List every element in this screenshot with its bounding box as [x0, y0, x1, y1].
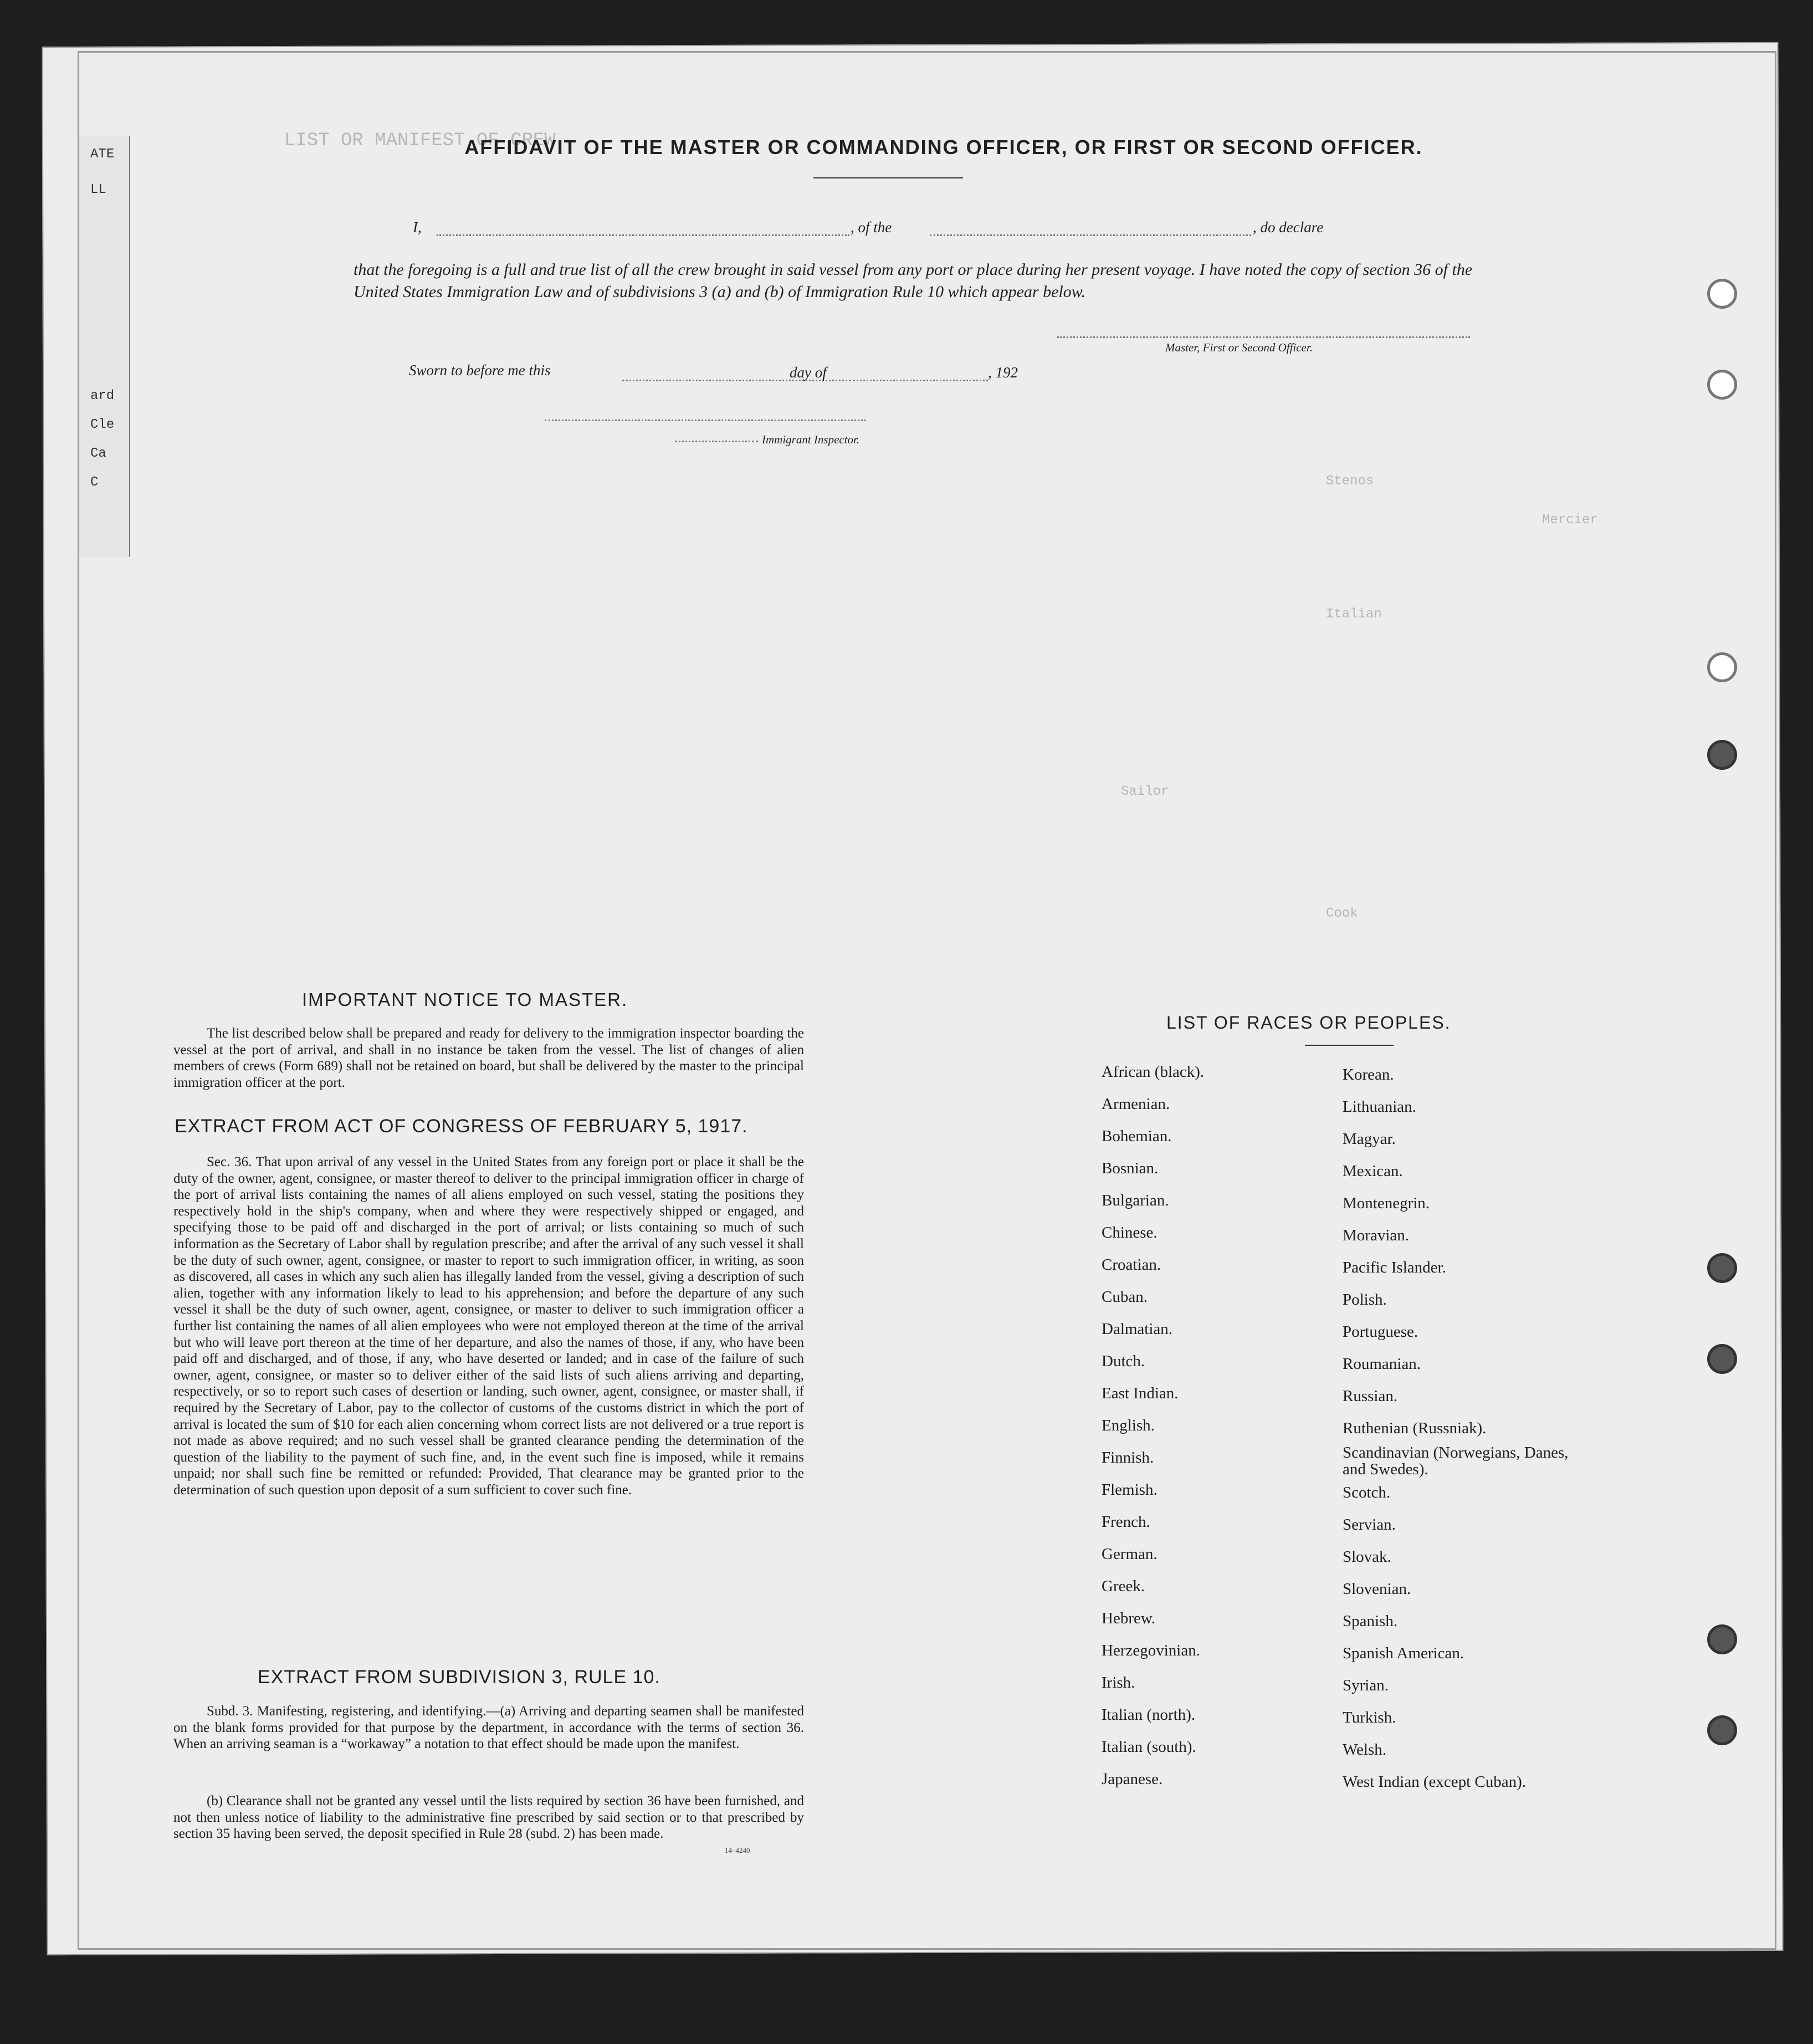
race-item: Servian.: [1343, 1516, 1396, 1534]
race-item: Greek.: [1102, 1577, 1145, 1595]
race-item: Montenegrin.: [1343, 1194, 1430, 1212]
binder-hole: [1707, 1624, 1737, 1654]
bleed-through-text: LIST OR MANIFEST OF CREW: [284, 130, 556, 151]
race-item: Dutch.: [1102, 1352, 1145, 1370]
race-item: Herzegovinian.: [1102, 1642, 1200, 1659]
races-list-right: [1343, 1059, 1575, 1798]
race-item: Armenian.: [1102, 1095, 1170, 1113]
races-list-left: [1102, 1056, 1204, 1795]
race-item: Cuban.: [1102, 1288, 1148, 1306]
race-item: French.: [1102, 1513, 1150, 1531]
race-item: Slovenian.: [1343, 1580, 1411, 1598]
race-item: Ruthenian (Russniak).: [1343, 1419, 1487, 1437]
vessel-blank: [930, 234, 1251, 236]
race-item: Bosnian.: [1102, 1159, 1159, 1177]
race-item: Japanese.: [1102, 1770, 1163, 1788]
race-item: East Indian.: [1102, 1384, 1179, 1402]
race-item: Spanish.: [1343, 1612, 1398, 1630]
binder-hole: [1707, 1715, 1737, 1745]
race-item: Irish.: [1102, 1674, 1135, 1692]
document-page: [78, 51, 1776, 1950]
rule-text-b: (b) Clearance shall not be granted any vessel until the lists required by section 36 have been furnished, and not then unless notice of liability to the administrative fine prescribed by said section or to that prescribed by section 35 having been served, the deposit specified in Rule 28 (subd. 2) has been made.: [173, 1793, 804, 1842]
race-item: Scandinavian (Norwegians, Danes, and Swedes).: [1343, 1444, 1569, 1478]
race-item: Portuguese.: [1343, 1323, 1418, 1341]
binder-hole: [1707, 370, 1737, 400]
binder-hole: [1707, 740, 1737, 770]
strip-text: C: [90, 475, 99, 490]
sworn-label: Sworn to before me this: [409, 362, 551, 379]
race-item: Bulgarian.: [1102, 1192, 1169, 1209]
races-heading: LIST OF RACES OR PEOPLES.: [1166, 1013, 1451, 1033]
race-item: Flemish.: [1102, 1481, 1158, 1499]
strip-text: LL: [90, 182, 106, 197]
inspector-leader-dots: [675, 441, 758, 442]
race-item: Finnish.: [1102, 1449, 1154, 1466]
bleed-through-text: Stenos: [1326, 474, 1374, 489]
race-item: Slovak.: [1343, 1548, 1391, 1566]
affidavit-declaration: that the foregoing is a full and true list of all the crew brought in said vessel from any port or place during her present voyage. I have noted the copy of section 36 of the United States Immigration Law and of subdivisions 3 (a) and (b) of Immigration Rule 10 which appear below.: [354, 260, 1473, 301]
month-blank: [849, 380, 988, 381]
binder-hole: [1707, 279, 1737, 309]
rule-text-a: Subd. 3. Manifesting, registering, and identifying.—(a) Arriving and departing seamen shall be manifested on the blank forms provided for that purpose by the department, in accordance with the terms of section 36. When an arriving seaman is a “workaway” a notation to that effect should be made upon the manifest.: [173, 1704, 804, 1752]
race-item: Lithuanian.: [1343, 1098, 1416, 1116]
races-underline: [1305, 1045, 1394, 1046]
race-item: African (black).: [1102, 1063, 1205, 1081]
inspector-signature-line: [545, 420, 866, 421]
left-edge-strip: [79, 136, 130, 557]
act-heading: EXTRACT FROM ACT OF CONGRESS OF FEBRUARY 5, 1917.: [175, 1116, 748, 1137]
strip-text: ATE: [90, 147, 115, 162]
form-code: 14–4240: [725, 1846, 750, 1854]
race-item: English.: [1102, 1417, 1155, 1434]
binder-hole: [1707, 1344, 1737, 1374]
race-item: Welsh.: [1343, 1741, 1387, 1759]
affidavit-declare-label: , do declare: [1253, 219, 1324, 236]
race-item: Italian (north).: [1102, 1706, 1196, 1724]
race-item: Pacific Islander.: [1343, 1259, 1446, 1276]
affidavit-of-the-label: , of the: [851, 219, 892, 236]
race-item: Dalmatian.: [1102, 1320, 1173, 1338]
race-item: Mexican.: [1343, 1162, 1403, 1180]
race-item: Russian.: [1343, 1387, 1398, 1405]
day-of-label: day of: [790, 364, 827, 381]
inspector-label: Immigrant Inspector.: [762, 433, 860, 446]
race-item: Polish.: [1343, 1291, 1387, 1309]
bleed-through-text: Sailor: [1121, 784, 1169, 799]
notice-heading: IMPORTANT NOTICE TO MASTER.: [302, 989, 628, 1010]
race-item: Moravian.: [1343, 1227, 1409, 1244]
strip-text: ard: [90, 389, 115, 403]
rule-heading: EXTRACT FROM SUBDIVISION 3, RULE 10.: [258, 1667, 660, 1688]
race-item: Magyar.: [1343, 1130, 1396, 1148]
bleed-through-text: Cook: [1326, 906, 1358, 921]
race-item: Korean.: [1343, 1066, 1394, 1084]
notice-text: The list described below shall be prepared and ready for delivery to the immigration inspector boarding the vessel at the port of arrival, and shall in no instance be taken from the vessel. The list of changes of alien members of crews (Form 689) shall not be retained on board, but shall be delivered by the master to the principal immigration officer at the port.: [173, 1026, 804, 1090]
race-item: Spanish American.: [1343, 1644, 1464, 1662]
race-item: Turkish.: [1343, 1709, 1396, 1726]
race-item: Scotch.: [1343, 1484, 1391, 1501]
master-signature-label: Master, First or Second Officer.: [1165, 341, 1313, 354]
bleed-through-text: Italian: [1326, 607, 1382, 622]
binder-hole: [1707, 1253, 1737, 1283]
race-item: Chinese.: [1102, 1224, 1158, 1241]
year-label: , 192: [988, 364, 1018, 381]
binder-hole: [1707, 652, 1737, 682]
strip-text: Ca: [90, 446, 106, 461]
title-underline: [813, 177, 963, 178]
master-signature-line: [1057, 336, 1470, 338]
affidavit-title: AFFIDAVIT OF THE MASTER OR COMMANDING OFFICER, OR FIRST OR SECOND OFFICER.: [464, 136, 1423, 159]
race-item: Croatian.: [1102, 1256, 1161, 1274]
affidavit-i-label: I,: [413, 219, 422, 236]
strip-text: Cle: [90, 417, 115, 432]
race-item: Hebrew.: [1102, 1609, 1156, 1627]
bleed-through-text: Mercier: [1542, 513, 1598, 528]
race-item: Syrian.: [1343, 1677, 1389, 1694]
race-item: Bohemian.: [1102, 1127, 1172, 1145]
name-blank: [437, 234, 849, 236]
race-item: German.: [1102, 1545, 1158, 1563]
race-item: Roumanian.: [1343, 1355, 1421, 1373]
race-item: Italian (south).: [1102, 1738, 1196, 1756]
act-text: Sec. 36. That upon arrival of any vessel in the United States from any foreign port or place it shall be the duty of the owner, agent, consignee, or master thereof to deliver to the principal immigration officer in charge of the port of arrival lists containing the names of all aliens employed on such vessel, stating the positions they respectively hold in the ship's company, when and where they were respectively shipped or engaged, and specifying those to be paid off and discharged in the port of arrival; or lists containing so much of such information as the Secretary of Labor shall by regulation prescribe; and after the arrival of any such vessel it shall be the duty of such owner, agent, consignee, or master to report to such immigration officer, in writing, as soon as discovered, all cases in which any such alien has illegally landed from the vessel, giving a description of such alien, together with any information likely to lead to his apprehension; and before the departure of any such vessel it shall be the duty of such owner, agent, consignee, or master to deliver to such immigration officer a further list containing the names of all alien employees who were not employed thereon at the time of the arrival but who will leave port thereon at the time of her departure, and also the names of those, if any, who have been paid off and discharged, and of those, if any, who have deserted or landed; and in case of the failure of such owner, agent, consignee, or master so to deliver either of the said lists of such aliens arriving and departing, respectively, or so to report such cases of desertion or landing, such owner, agent, consignee, or master shall, if required by the Secretary of Labor, pay to the collector of customs of the customs district in which the port of arrival is located the sum of $10 for each alien concerning whom correct lists are not delivered or a true report is not made as above required; and no such vessel shall be granted clearance pending the determination of the question of the liability to the payment of such fine, and, in the event such fine is imposed, while it remains unpaid; nor shall such fine be remitted or refunded: Provided, That clearance may be granted prior to the determination of such question upon deposit of a sum sufficient to cover such fine.: [173, 1154, 804, 1498]
race-item: West Indian (except Cuban).: [1343, 1773, 1527, 1791]
